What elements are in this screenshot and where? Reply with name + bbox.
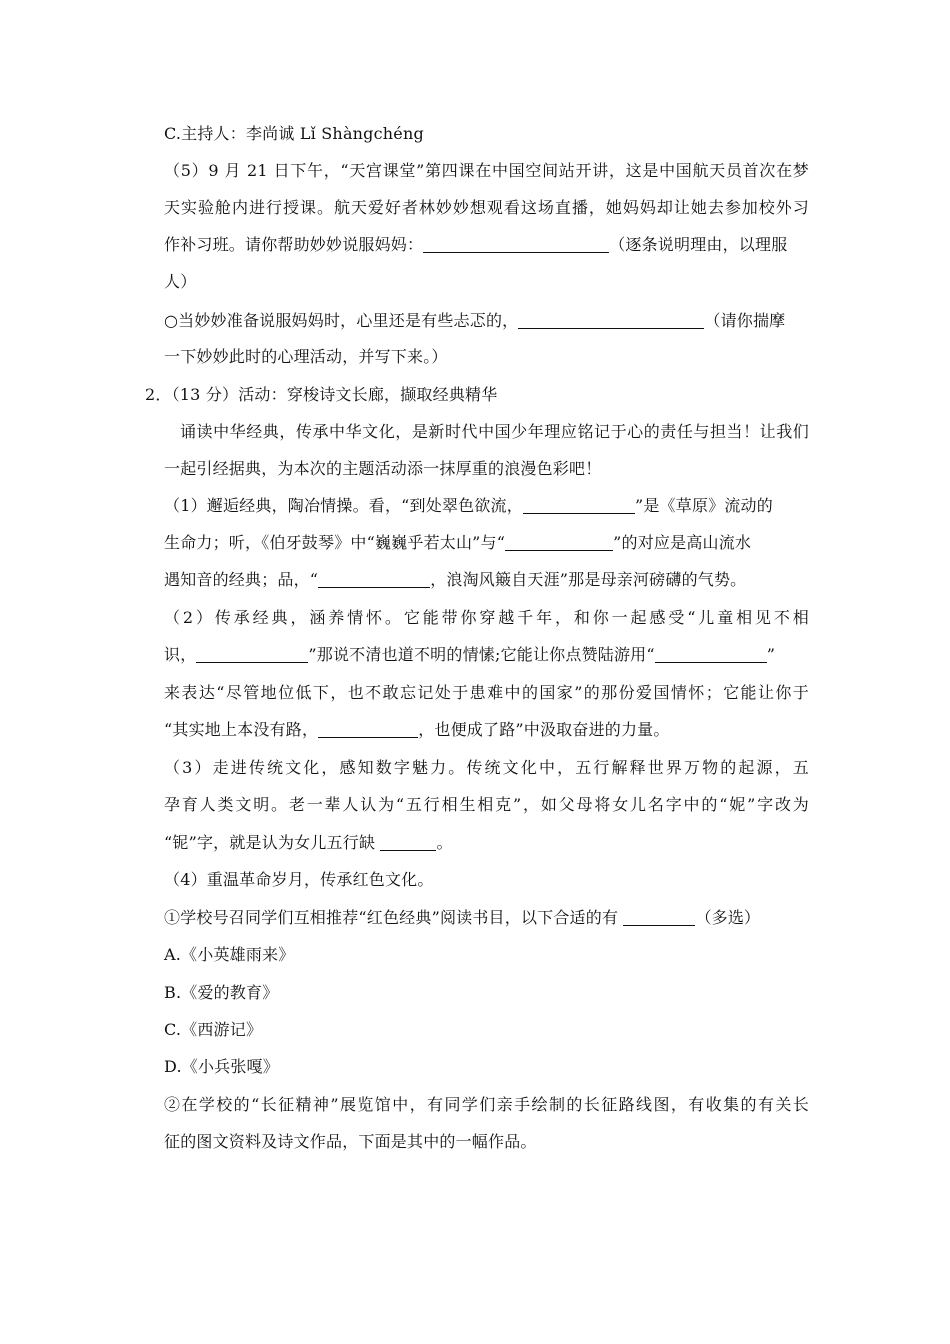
q2-p4-sub1-text-b: （多选）	[695, 908, 761, 927]
q2-p4-sub2-line1: ②在学校的“长征精神”展览馆中，有同学们亲手绘制的长征路线图，有收集的有关长	[164, 1095, 809, 1114]
option-b[interactable]: B.《爱的教育》	[164, 983, 279, 1002]
q2-p1-text-f: ，浪淘风簸自天涯”那是母亲河磅礴的气势。	[430, 570, 747, 589]
q2-p3-line1: （3）走进传统文化，感知数字魅力。传统文化中，五行解释世界万物的起源，五	[164, 758, 809, 777]
q1-part5-line4: 人）	[164, 272, 197, 291]
multi-select-blank[interactable]	[623, 909, 695, 926]
q2-p3-line3	[164, 832, 453, 854]
option-c-host: C.主持人：李尚诚 Lǐ Shàngchéng	[164, 124, 424, 143]
q2-p1-line1	[164, 495, 773, 517]
q2-p2-line2	[164, 644, 775, 666]
q2-p4-sub1	[164, 907, 760, 929]
q1-part5-text-b: （逐条说明理由，以理服	[609, 235, 788, 254]
q1-mind-text-b: （请你揣摩	[704, 311, 786, 330]
wuxing-blank[interactable]	[380, 834, 436, 851]
q2-p3-text-a: “铌”字，就是认为女儿五行缺	[164, 833, 381, 852]
huanghe-blank[interactable]	[318, 571, 430, 588]
q1-mind-line1	[164, 310, 785, 332]
mind-answer-blank[interactable]	[518, 312, 704, 329]
road-blank[interactable]	[318, 721, 418, 738]
q2-p2-line1: （2）传承经典，涵养情怀。它能带你穿越千年，和你一起感受“儿童相见不相	[164, 608, 809, 627]
option-a[interactable]: A.《小英雄雨来》	[164, 945, 295, 964]
option-c[interactable]: C.《西游记》	[164, 1020, 263, 1039]
q2-intro-line2: 一起引经据典，为本次的主题活动添一抹厚重的浪漫色彩吧！	[164, 459, 602, 478]
luyou-blank[interactable]	[655, 646, 767, 663]
q2-p1-text-b: ”是《草原》流动的	[634, 496, 773, 515]
option-d[interactable]: D.《小兵张嘎》	[164, 1057, 279, 1076]
q2-p2-text-a: 识，	[164, 645, 197, 664]
q2-p2-text-e: ，也便成了路”中汲取奋进的力量。	[418, 720, 670, 739]
q2-p4-sub2-line2: 征的图文资料及诗文作品，下面是其中的一幅作品。	[164, 1132, 537, 1151]
boya-blank[interactable]	[505, 534, 613, 551]
q1-part5-line1: （5）9 月 21 日下午，“天宫课堂”第四课在中国空间站开讲，这是中国航天员首次在梦	[164, 161, 809, 180]
q1-part5-text-a: 作补习班。请你帮助妙妙说服妈妈：	[164, 235, 424, 254]
q2-p3-text-b: 。	[436, 833, 453, 852]
q2-p1-text-c: 生命力；听，《伯牙鼓琴》中“巍巍乎若太山”与“	[164, 533, 506, 552]
q2-p1-line3	[164, 569, 746, 591]
q1-mind-text-a: ○当妙妙准备说服妈妈时，心里还是有些忐忑的，	[164, 311, 519, 330]
caoyuan-blank[interactable]	[523, 497, 635, 514]
q2-p2-line4	[164, 719, 670, 741]
q2-intro-line1: 诵读中华经典，传承中华文化，是新时代中国少年理应铭记于心的责任与担当！让我们	[180, 422, 809, 441]
q2-heading: 2．（13 分）活动：穿梭诗文长廊，撷取经典精华	[145, 385, 498, 404]
q1-part5-line2: 天实验舱内进行授课。航天爱好者林妙妙想观看这场直播，她妈妈却让她去参加校外习	[164, 198, 809, 217]
q2-p1-text-e: 遇知音的经典；品，“	[164, 570, 319, 589]
q2-p1-text-d: ”的对应是高山流水	[613, 533, 752, 552]
q2-p2-text-d: “其实地上本没有路，	[164, 720, 319, 739]
q2-p4-heading: （4）重温革命岁月，传承红色文化。	[164, 870, 434, 889]
q2-p3-line2: 孕育人类文明。老一辈人认为“五行相生相克”，如父母将女儿名字中的“妮”字改为	[164, 795, 809, 814]
q2-p2-text-b: ”那说不清也道不明的情愫;它能让你点赞陆游用“	[308, 645, 655, 664]
q2-p2-text-c: ”	[766, 645, 776, 664]
q2-p4-sub1-text-a: ①学校号召同学们互相推荐“红色经典”阅读书目，以下合适的有	[164, 908, 624, 927]
q2-p2-line3: 来表达“尽管地位低下，也不敢忘记处于患难中的国家”的那份爱国情怀；它能让你于	[164, 683, 809, 702]
q1-mind-line2: 一下妙妙此时的心理活动，并写下来。）	[164, 347, 448, 366]
q2-p1-line2	[164, 532, 751, 554]
persuade-answer-blank[interactable]	[423, 236, 609, 253]
ertong-blank[interactable]	[196, 646, 308, 663]
q2-p1-text-a: （1）邂逅经典，陶冶情操。看，“到处翠色欲流，	[164, 496, 523, 515]
q1-part5-line3	[164, 234, 787, 256]
